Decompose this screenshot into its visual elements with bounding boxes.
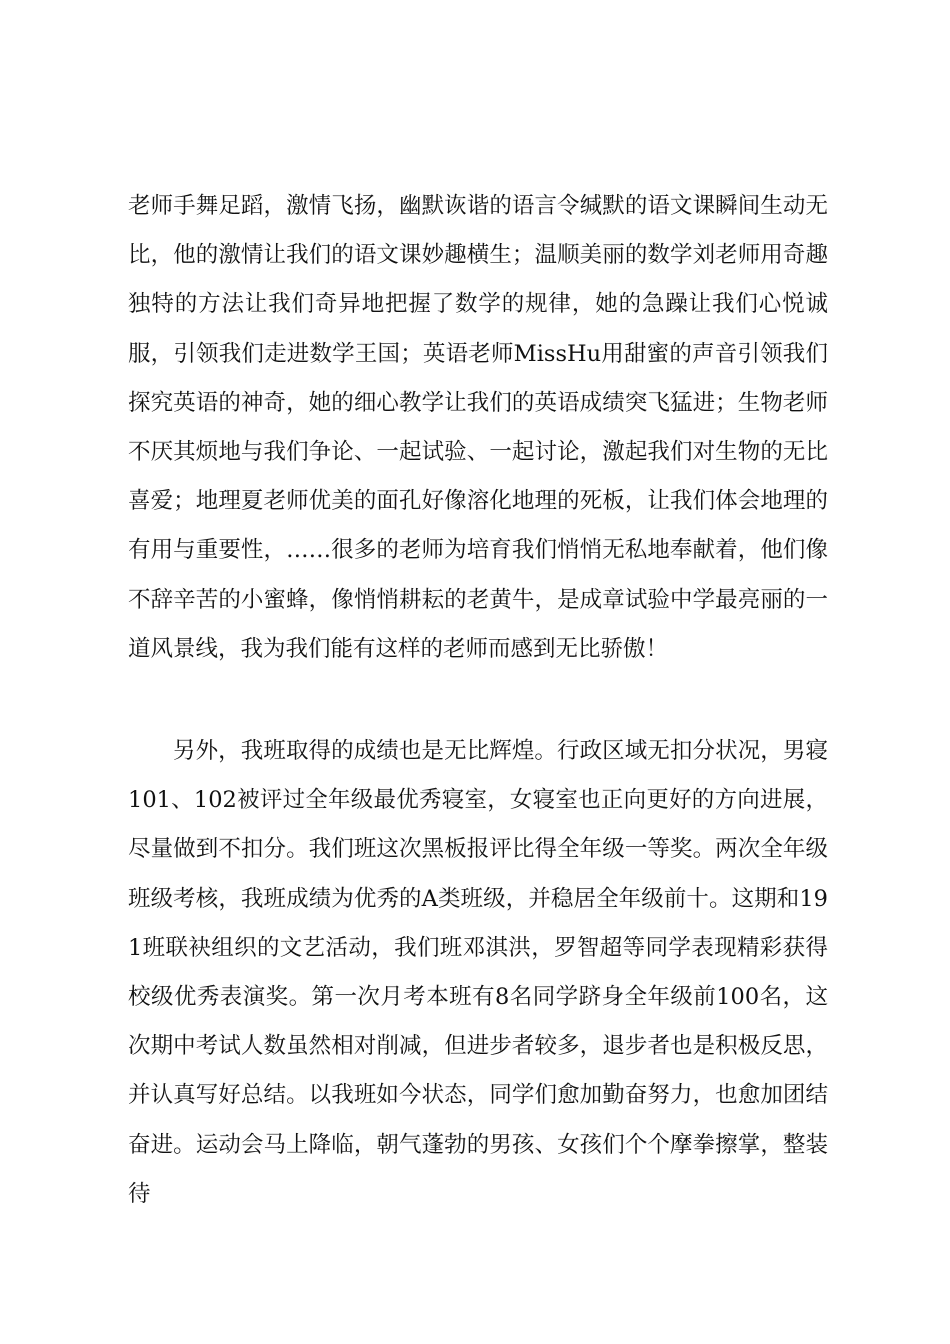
paragraph-teachers: 老师手舞足蹈，激情飞扬，幽默诙谐的语言令缄默的语文课瞬间生动无比，他的激情让我们的语文课妙趣横生；温顺美丽的数学刘老师用奇趣独特的方法让我们奇异地把握了数学的规律，她的急躁让我们心悦诚服，引领我们走进数学王国；英语老师MissHu用甜蜜的声音引领我们探究英语的神奇，她的细心教学让我们的英语成绩突飞猛进；生物老师不厌其烦地与我们争论、一起试验、一起讨论，激起我们对生物的无比喜爱；地理夏老师优美的面孔好像溶化地理的死板，让我们体会地理的有用与重要性，……很多的老师为培育我们悄悄无私地奉献着，他们像不辞辛苦的小蜜蜂，像悄悄耕耘的老黄牛，是成章试验中学最亮丽的一道风景线，我为我们能有这样的老师而感到无比骄傲！	[128, 193, 828, 662]
paragraph-class-achievements: 另外，我班取得的成绩也是无比辉煌。行政区域无扣分状况，男寝101、102被评过全年级最优秀寝室，女寝室也正向更好的方向进展，尽量做到不扣分。我们班这次黑板报评比得全年级一等奖。两次全年级班级考核，我班成绩为优秀的A类班级，并稳居全年级前十。这期和191班联袂组织的文艺活动，我们班邓淇洪，罗智超等同学表现精彩获得校级优秀表演奖。第一次月考本班有8名同学跻身全年级前100名，这次期中考试人数虽然相对削减，但进步者较多，退步者也是积极反思，并认真写好总结。以我班如今状态，同学们愈加勤奋努力，也愈加团结奋进。运动会马上降临，朝气蓬勃的男孩、女孩们个个摩拳擦掌，整装待	[128, 738, 828, 1207]
